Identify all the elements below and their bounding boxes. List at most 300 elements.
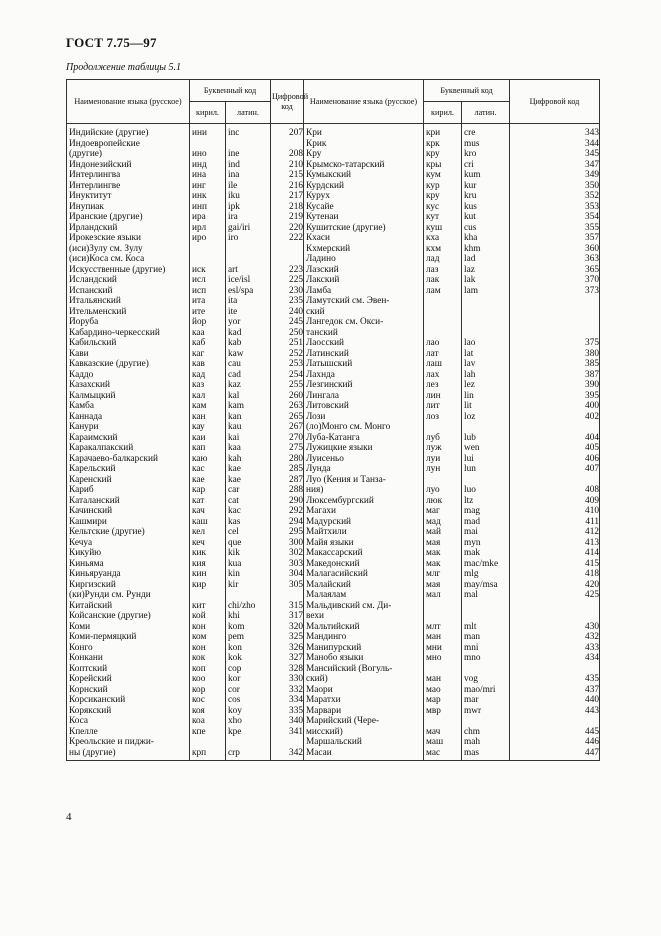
numeric-code: [271, 590, 304, 601]
numeric-code: 287: [271, 475, 304, 486]
cyrillic-code: исп: [190, 286, 226, 297]
numeric-code: 349: [510, 170, 600, 181]
table-row: [67, 349, 600, 360]
cyrillic-code: [424, 716, 462, 727]
language-name: Майтхили: [304, 527, 424, 538]
header-name-left: Наименование языка (русское): [67, 80, 190, 124]
numeric-code: 411: [510, 517, 600, 528]
cyrillic-code: каа: [190, 328, 226, 339]
cyrillic-code: луи: [424, 454, 462, 465]
latin-code: cau: [226, 359, 271, 370]
table-row: [67, 212, 600, 223]
numeric-code: 260: [271, 391, 304, 402]
language-name: (другие): [67, 149, 190, 160]
table-row: [67, 124, 600, 139]
table-row: [67, 538, 600, 549]
latin-code: khi: [226, 611, 271, 622]
cyrillic-code: мар: [424, 695, 462, 706]
latin-code: [226, 139, 271, 150]
cyrillic-code: май: [424, 527, 462, 538]
latin-code: mag: [462, 506, 510, 517]
cyrillic-code: кит: [190, 601, 226, 612]
table-row: [67, 737, 600, 748]
latin-code: kam: [226, 401, 271, 412]
numeric-code: 446: [510, 737, 600, 748]
language-name: Исландский: [67, 275, 190, 286]
numeric-code: 251: [271, 338, 304, 349]
cyrillic-code: кут: [424, 212, 462, 223]
numeric-code: 300: [271, 538, 304, 549]
table-row: [67, 422, 600, 433]
cyrillic-code: [424, 601, 462, 612]
latin-code: pem: [226, 632, 271, 643]
cyrillic-code: каб: [190, 338, 226, 349]
latin-code: [226, 590, 271, 601]
latin-code: kok: [226, 653, 271, 664]
cyrillic-code: ини: [190, 124, 226, 139]
numeric-code: 275: [271, 443, 304, 454]
latin-code: [462, 296, 510, 307]
header-latin-left: латин.: [226, 102, 271, 124]
cyrillic-code: ино: [190, 149, 226, 160]
language-name: Марийский (Чере-: [304, 716, 424, 727]
cyrillic-code: коя: [190, 706, 226, 717]
latin-code: kro: [462, 149, 510, 160]
numeric-code: 435: [510, 674, 600, 685]
table-row: [67, 716, 600, 727]
table-row: [67, 527, 600, 538]
numeric-code: [510, 296, 600, 307]
language-name: Кабардино-черкесский: [67, 328, 190, 339]
language-name: Латинский: [304, 349, 424, 360]
latin-code: lav: [462, 359, 510, 370]
cyrillic-code: коп: [190, 664, 226, 675]
language-name: Корнский: [67, 685, 190, 696]
cyrillic-code: ирл: [190, 223, 226, 234]
latin-code: may/msa: [462, 580, 510, 591]
latin-code: kas: [226, 517, 271, 528]
numeric-code: 218: [271, 202, 304, 213]
language-name: Малайский: [304, 580, 424, 591]
table-row: [67, 181, 600, 192]
cyrillic-code: кур: [424, 181, 462, 192]
table-row: [67, 233, 600, 244]
latin-code: lub: [462, 433, 510, 444]
language-name: Каракалпакский: [67, 443, 190, 454]
latin-code: kaz: [226, 380, 271, 391]
table-row: [67, 412, 600, 423]
latin-code: mni: [462, 643, 510, 654]
language-name: Кусайе: [304, 202, 424, 213]
table-row: [67, 328, 600, 339]
numeric-code: 410: [510, 506, 600, 517]
language-name: Креольские и пиджи-: [67, 737, 190, 748]
latin-code: kum: [462, 170, 510, 181]
table-row: [67, 695, 600, 706]
latin-code: mak: [462, 548, 510, 559]
numeric-code: 447: [510, 748, 600, 761]
language-name: Конкани: [67, 653, 190, 664]
table-row: [67, 580, 600, 591]
cyrillic-code: каи: [190, 433, 226, 444]
numeric-code: 406: [510, 454, 600, 465]
language-name: Коми: [67, 622, 190, 633]
cyrillic-code: ман: [424, 632, 462, 643]
numeric-code: 380: [510, 349, 600, 360]
cyrillic-code: кар: [190, 485, 226, 496]
cyrillic-code: кус: [424, 202, 462, 213]
cyrillic-code: луб: [424, 433, 462, 444]
header-letter-code-right: Буквенный код: [424, 80, 510, 102]
cyrillic-code: [190, 737, 226, 748]
cyrillic-code: лао: [424, 338, 462, 349]
numeric-code: 443: [510, 706, 600, 717]
cyrillic-code: кад: [190, 370, 226, 381]
language-name: Мансийский (Вогуль-: [304, 664, 424, 675]
header-cyril-left: кирил.: [190, 102, 226, 124]
numeric-code: 412: [510, 527, 600, 538]
latin-code: [462, 317, 510, 328]
numeric-code: 445: [510, 727, 600, 738]
cyrillic-code: кир: [190, 580, 226, 591]
latin-code: kae: [226, 475, 271, 486]
numeric-code: 437: [510, 685, 600, 696]
language-name: Крымско-татарский: [304, 160, 424, 171]
cyrillic-code: мая: [424, 538, 462, 549]
language-name: Индонезийский: [67, 160, 190, 171]
numeric-code: 407: [510, 464, 600, 475]
latin-code: crp: [226, 748, 271, 761]
latin-code: mlt: [462, 622, 510, 633]
latin-code: cat: [226, 496, 271, 507]
language-name: Мальдивский см. Ди-: [304, 601, 424, 612]
cyrillic-code: лин: [424, 391, 462, 402]
cyrillic-code: кав: [190, 359, 226, 370]
latin-code: [462, 328, 510, 339]
cyrillic-code: кае: [190, 475, 226, 486]
numeric-code: 342: [271, 748, 304, 761]
table-row: [67, 632, 600, 643]
language-name: Лахнда: [304, 370, 424, 381]
latin-code: mai: [462, 527, 510, 538]
language-name: Ладино: [304, 254, 424, 265]
language-name: Каренский: [67, 475, 190, 486]
numeric-code: 400: [510, 401, 600, 412]
numeric-code: 409: [510, 496, 600, 507]
table-row: [67, 317, 600, 328]
latin-code: mac/mke: [462, 559, 510, 570]
numeric-code: 344: [510, 139, 600, 150]
table-row: [67, 401, 600, 412]
latin-code: kru: [462, 191, 510, 202]
cyrillic-code: кел: [190, 527, 226, 538]
language-name: Ирландский: [67, 223, 190, 234]
numeric-code: 215: [271, 170, 304, 181]
table-row: [67, 380, 600, 391]
table-row: [67, 307, 600, 318]
numeric-code: 222: [271, 233, 304, 244]
numeric-code: 253: [271, 359, 304, 370]
numeric-code: 216: [271, 181, 304, 192]
table-row: [67, 139, 600, 150]
latin-code: ita: [226, 296, 271, 307]
cyrillic-code: лад: [424, 254, 462, 265]
latin-code: art: [226, 265, 271, 276]
language-name: Камба: [67, 401, 190, 412]
language-name: (иси)Зулу см. Зулу: [67, 244, 190, 255]
numeric-code: 217: [271, 191, 304, 202]
language-name: Кру: [304, 149, 424, 160]
language-name: мисский): [304, 727, 424, 738]
language-name: (лo)Монго см. Монго: [304, 422, 424, 433]
language-name: Инупиак: [67, 202, 190, 213]
language-name: Китайский: [67, 601, 190, 612]
cyrillic-code: инд: [190, 160, 226, 171]
language-name: Кикуйю: [67, 548, 190, 559]
table-row: [67, 706, 600, 717]
numeric-code: 295: [271, 527, 304, 538]
cyrillic-code: кон: [190, 643, 226, 654]
latin-code: ind: [226, 160, 271, 171]
latin-code: lam: [462, 286, 510, 297]
cyrillic-code: [424, 475, 462, 486]
latin-code: mah: [462, 737, 510, 748]
cyrillic-code: кат: [190, 496, 226, 507]
language-name: Каталанский: [67, 496, 190, 507]
language-name: Кашмири: [67, 517, 190, 528]
cyrillic-code: [190, 254, 226, 265]
table-row: [67, 748, 600, 761]
language-name: Масаи: [304, 748, 424, 761]
latin-code: kal: [226, 391, 271, 402]
numeric-code: [510, 317, 600, 328]
language-name: Койсанские (другие): [67, 611, 190, 622]
language-name: Литовский: [304, 401, 424, 412]
language-name: Лози: [304, 412, 424, 423]
table-row: [67, 370, 600, 381]
language-name: Кумыкский: [304, 170, 424, 181]
latin-code: cos: [226, 695, 271, 706]
table-row: [67, 391, 600, 402]
cyrillic-code: кан: [190, 412, 226, 423]
numeric-code: 373: [510, 286, 600, 297]
cyrillic-code: мас: [424, 748, 462, 761]
numeric-code: 320: [271, 622, 304, 633]
latin-code: koy: [226, 706, 271, 717]
cyrillic-code: кха: [424, 233, 462, 244]
table-row: [67, 464, 600, 475]
latin-code: esl/spa: [226, 286, 271, 297]
numeric-code: 433: [510, 643, 600, 654]
language-name: Курух: [304, 191, 424, 202]
latin-code: lui: [462, 454, 510, 465]
latin-code: lah: [462, 370, 510, 381]
latin-code: [226, 244, 271, 255]
language-name: Латышский: [304, 359, 424, 370]
cyrillic-code: лун: [424, 464, 462, 475]
cyrillic-code: [424, 664, 462, 675]
latin-code: kaa: [226, 443, 271, 454]
table-row: [67, 149, 600, 160]
cyrillic-code: кры: [424, 160, 462, 171]
latin-code: mus: [462, 139, 510, 150]
cyrillic-code: мвр: [424, 706, 462, 717]
cyrillic-code: кхм: [424, 244, 462, 255]
latin-code: mno: [462, 653, 510, 664]
language-name: Македонский: [304, 559, 424, 570]
table-row: [67, 454, 600, 465]
cyrillic-code: кик: [190, 548, 226, 559]
table-row: [67, 265, 600, 276]
cyrillic-code: кон: [190, 622, 226, 633]
language-name: Люксембургский: [304, 496, 424, 507]
cyrillic-code: кок: [190, 653, 226, 664]
numeric-code: 223: [271, 265, 304, 276]
cyrillic-code: кру: [424, 149, 462, 160]
latin-code: ile: [226, 181, 271, 192]
latin-code: kha: [462, 233, 510, 244]
numeric-code: 335: [271, 706, 304, 717]
latin-code: ipk: [226, 202, 271, 213]
language-name: Индийские (другие): [67, 124, 190, 139]
numeric-code: [271, 244, 304, 255]
table-row: [67, 622, 600, 633]
language-name: Мадурский: [304, 517, 424, 528]
numeric-code: 220: [271, 223, 304, 234]
language-name: Индоевропейские: [67, 139, 190, 150]
language-name: Корейский: [67, 674, 190, 685]
numeric-code: 230: [271, 286, 304, 297]
numeric-code: 255: [271, 380, 304, 391]
language-name: Корсиканский: [67, 695, 190, 706]
language-name: ский: [304, 307, 424, 318]
cyrillic-code: млг: [424, 569, 462, 580]
cyrillic-code: лаш: [424, 359, 462, 370]
latin-code: wen: [462, 443, 510, 454]
cyrillic-code: коа: [190, 716, 226, 727]
latin-code: kaw: [226, 349, 271, 360]
table-row: [67, 275, 600, 286]
language-name: Канури: [67, 422, 190, 433]
table-row: [67, 254, 600, 265]
numeric-code: 326: [271, 643, 304, 654]
numeric-code: 254: [271, 370, 304, 381]
cyrillic-code: маг: [424, 506, 462, 517]
cyrillic-code: кия: [190, 559, 226, 570]
latin-code: cus: [462, 223, 510, 234]
numeric-code: 294: [271, 517, 304, 528]
cyrillic-code: каш: [190, 517, 226, 528]
language-name: Кпелле: [67, 727, 190, 738]
latin-code: myn: [462, 538, 510, 549]
cyrillic-code: каг: [190, 349, 226, 360]
latin-code: car: [226, 485, 271, 496]
language-name: Караимский: [67, 433, 190, 444]
numeric-code: 413: [510, 538, 600, 549]
latin-code: kom: [226, 622, 271, 633]
numeric-code: 292: [271, 506, 304, 517]
language-name: Маратхи: [304, 695, 424, 706]
numeric-code: 341: [271, 727, 304, 738]
header-cyril-right: кирил.: [424, 102, 462, 124]
language-name: Инуктитут: [67, 191, 190, 202]
latin-code: lez: [462, 380, 510, 391]
cyrillic-code: [190, 139, 226, 150]
latin-code: chi/zho: [226, 601, 271, 612]
language-name: ны (другие): [67, 748, 190, 761]
numeric-code: 235: [271, 296, 304, 307]
latin-code: man: [462, 632, 510, 643]
cyrillic-code: [190, 244, 226, 255]
numeric-code: 210: [271, 160, 304, 171]
numeric-code: 352: [510, 191, 600, 202]
latin-code: kon: [226, 643, 271, 654]
table-row: [67, 202, 600, 213]
numeric-code: 415: [510, 559, 600, 570]
cyrillic-code: инк: [190, 191, 226, 202]
numeric-code: 330: [271, 674, 304, 685]
latin-code: chm: [462, 727, 510, 738]
numeric-code: 405: [510, 443, 600, 454]
language-name: Лазский: [304, 265, 424, 276]
header-letter-code-left: Буквенный код: [190, 80, 271, 102]
latin-code: kae: [226, 464, 271, 475]
header-digital-right: Цифровой код: [510, 80, 600, 124]
numeric-code: 345: [510, 149, 600, 160]
language-name: Ительменский: [67, 307, 190, 318]
numeric-code: [510, 664, 600, 675]
cyrillic-code: [424, 296, 462, 307]
cyrillic-code: кру: [424, 191, 462, 202]
language-name: Конго: [67, 643, 190, 654]
numeric-code: 430: [510, 622, 600, 633]
latin-code: mlg: [462, 569, 510, 580]
language-name: Лангедок см. Окси-: [304, 317, 424, 328]
table-row: [67, 475, 600, 486]
latin-code: ina: [226, 170, 271, 181]
table-row: [67, 569, 600, 580]
language-name: Ирокезские языки: [67, 233, 190, 244]
latin-code: kir: [226, 580, 271, 591]
numeric-code: 288: [271, 485, 304, 496]
language-name: Манипурский: [304, 643, 424, 654]
cyrillic-code: кри: [424, 124, 462, 139]
cyrillic-code: ита: [190, 296, 226, 307]
language-name: Кечуа: [67, 538, 190, 549]
latin-code: gai/iri: [226, 223, 271, 234]
cyrillic-code: лит: [424, 401, 462, 412]
latin-code: mad: [462, 517, 510, 528]
header-digital-left: Цифровой код: [271, 80, 304, 124]
numeric-code: [510, 716, 600, 727]
table-row: [67, 601, 600, 612]
latin-code: ltz: [462, 496, 510, 507]
numeric-code: 290: [271, 496, 304, 507]
cyrillic-code: [190, 590, 226, 601]
latin-code: lun: [462, 464, 510, 475]
latin-code: kau: [226, 422, 271, 433]
cyrillic-code: мач: [424, 727, 462, 738]
cyrillic-code: ком: [190, 632, 226, 643]
numeric-code: 280: [271, 454, 304, 465]
language-name: Луо (Кения и Танза-: [304, 475, 424, 486]
language-name: Качинский: [67, 506, 190, 517]
numeric-code: 353: [510, 202, 600, 213]
numeric-code: 327: [271, 653, 304, 664]
language-name: Кави: [67, 349, 190, 360]
language-name: Карачаево-балкарский: [67, 454, 190, 465]
numeric-code: 387: [510, 370, 600, 381]
